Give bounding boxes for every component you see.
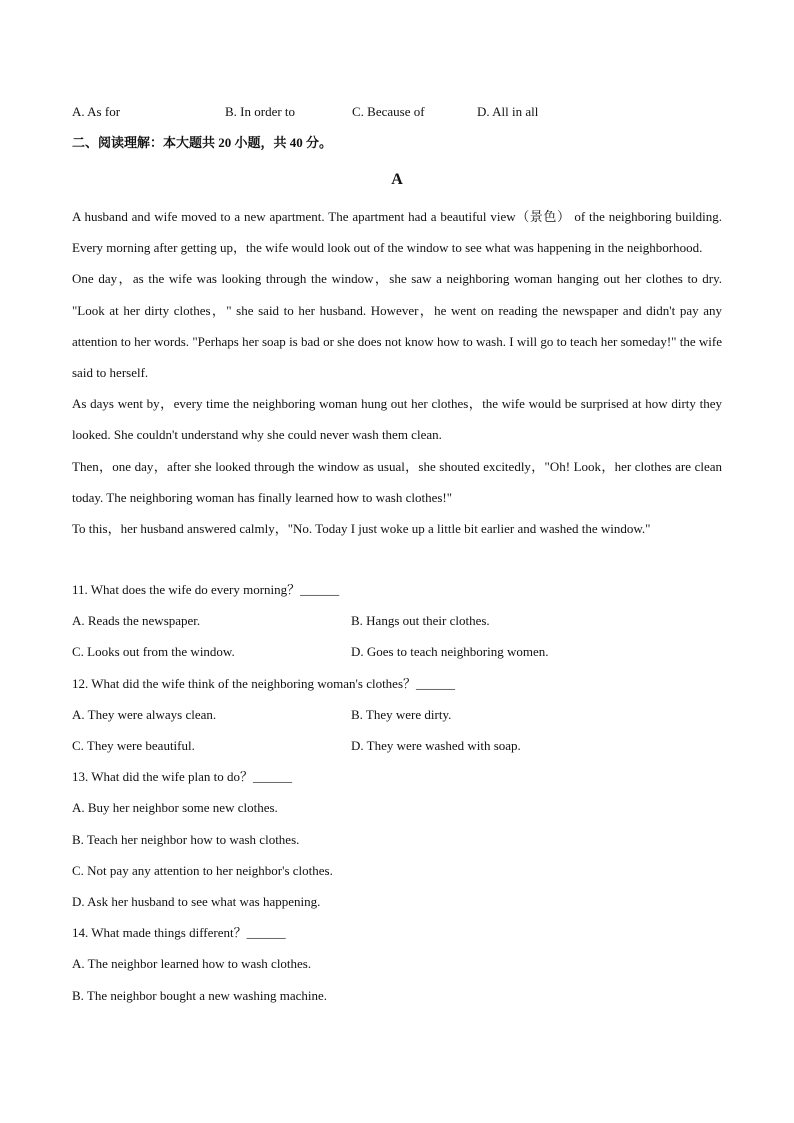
option-a: A. The neighbor learned how to wash clothes. — [72, 956, 312, 971]
passage-body — [72, 201, 722, 544]
option-a: A. Buy her neighbor some new clothes. — [72, 800, 278, 815]
prev-option-c: C. Because of — [352, 104, 425, 119]
section-heading: 二、阅读理解：本大题共 20 小题，共 40 分。 — [72, 135, 333, 150]
option-b: B. They were dirty. — [351, 707, 452, 722]
passage-paragraph: To this，her husband answered calmly，"No. Today I just woke up a little bit earlier and washed the window." — [72, 521, 651, 537]
option-b: B. The neighbor bought a new washing machine. — [72, 988, 328, 1003]
passage-paragraph: As days went by，every time the neighboring woman hung out her clothes，the wife would be surprised at how dirty they looked. She couldn't understand why she could never wash them clean. — [72, 396, 722, 443]
option-c: C. Looks out from the window. — [72, 644, 235, 659]
option-c: C. They were beautiful. — [72, 738, 195, 753]
question-stem: 12. What did the wife think of the neighboring woman's clothes？______ — [72, 676, 456, 691]
question-stem: 11. What does the wife do every morning？______ — [72, 582, 340, 597]
prev-option-b: B. In order to — [225, 104, 296, 119]
passage-title: A — [391, 171, 403, 188]
prev-option-a: A. As for — [72, 104, 121, 119]
prev-option-d: D. All in all — [477, 104, 539, 119]
question-stem: 14. What made things different？______ — [72, 925, 286, 940]
option-d: D. They were washed with soap. — [351, 738, 521, 753]
option-d: D. Goes to teach neighboring women. — [351, 644, 549, 659]
passage-paragraph: Then，one day，after she looked through the window as usual，she shouted excitedly，"Oh! Look，her clothes are clean today. The neighboring woman has finally learned how to wash clothes!" — [72, 458, 722, 505]
passage-paragraph: One day，as the wife was looking through the window，she saw a neighboring woman hanging out her clothes to dry. "Look at her dirty clothes，" she said to her husband. However，he went on reading the newspaper and didn't pay any attention to her words. "Perhaps her soap is bad or she does not know how to wash. I will go to teach her someday!" the wife said to herself. — [72, 271, 722, 381]
option-a: A. They were always clean. — [72, 707, 217, 722]
passage-paragraph: A husband and wife moved to a new apartment. The apartment had a beautiful view（景色） of the neighboring building. Every morning after getting up，the wife would look out of the window to see what was happening in the neighborhood. — [72, 209, 722, 256]
option-a: A. Reads the newspaper. — [72, 613, 201, 628]
option-c: C. Not pay any attention to her neighbor's clothes. — [72, 863, 333, 878]
question-stem: 13. What did the wife plan to do？______ — [72, 769, 293, 784]
option-b: B. Teach her neighbor how to wash clothes. — [72, 832, 300, 847]
option-d: D. Ask her husband to see what was happening. — [72, 894, 321, 909]
option-b: B. Hangs out their clothes. — [351, 613, 490, 628]
